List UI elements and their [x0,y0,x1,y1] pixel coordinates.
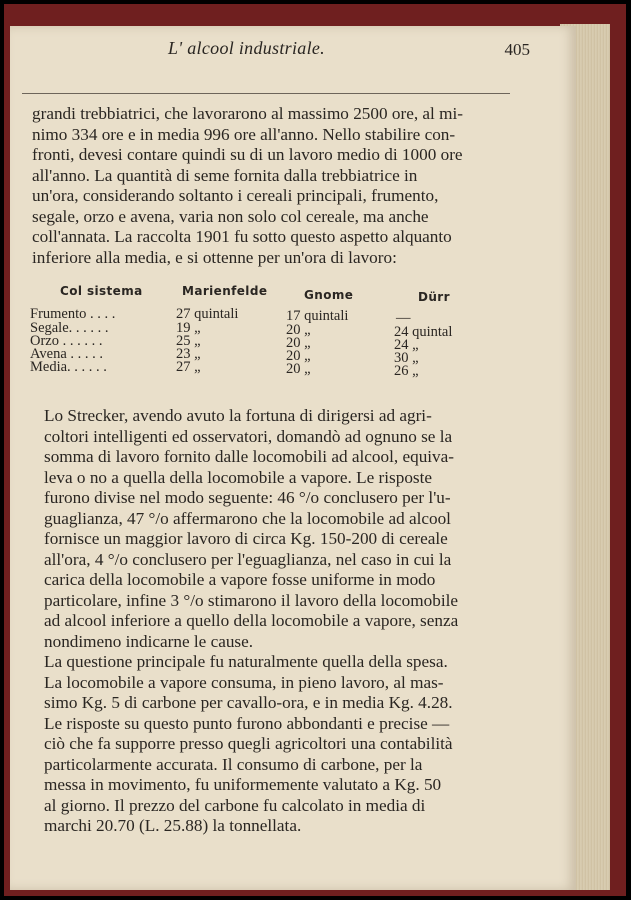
row-label-frumento: Frumento . . . . [30,306,116,322]
cell-gnome: 20 „ [286,322,311,338]
text-line: al giorno. Il prezzo del carbone fu calcolato in media di [44,795,426,815]
cell-durr: — [396,310,411,326]
paragraph-1 [32,104,490,268]
text-line: grandi trebbiatrici, che lavorarono al massimo 2500 ore, al mi- [32,104,463,123]
text-line: all'anno. La quantità di seme fornita dalla trebbiatrice in [32,165,418,185]
cell-marienfelde: 27 „ [176,359,201,375]
paragraph-3 [32,652,488,837]
text-line: simo Kg. 5 di carbone per cavallo-ora, e in media Kg. 4.28. [44,693,453,712]
text-line: inferiore alla media, e si ottenne per un'ora di lavoro: [32,247,397,267]
cell-gnome: 20 „ [286,335,311,351]
cell-durr: 24 „ [394,337,419,353]
cell-gnome: 17 quintali [286,308,349,324]
text-line: nondimeno indicarne le cause. [44,631,254,651]
text-line: ad alcool inferiore a quello della locomobile a vapore, senza [44,611,459,630]
text-line: somma di lavoro fornito dalle locomobili ad alcool, equiva- [44,447,455,466]
text-line: Lo Strecker, avendo avuto la fortuna di dirigersi ad agri- [44,406,432,425]
text-line: particolare, infine 3 °/o stimarono il lavoro della locomobile [44,590,459,610]
text-line: particolarmente accurata. Il consumo di carbone, per la [44,754,423,774]
text-line: ciò che fa supporre presso quegli agricoltori una contabilità [44,734,453,753]
row-label-segale: Segale. . . . . . [30,320,109,336]
page-header [20,38,540,68]
text-line: segale, orzo e avena, varia non solo col cereale, ma anche [32,206,429,226]
cell-gnome: 20 „ [286,348,311,364]
text-line: La questione principale fu naturalmente quella della spesa. [44,652,448,671]
table-header-marienfelde: Marienfelde [182,284,268,298]
cell-marienfelde: 19 „ [176,320,201,336]
text-line: leva o no a quella della locomobile a vapore. Le risposte [44,467,433,487]
cell-durr: 26 „ [394,363,419,379]
text-line: nimo 334 ore e in media 996 ore all'anno. Nello stabilire con- [32,124,456,144]
text-line: guaglianza, 47 °/o affermarono che la locomobile ad alcool [44,508,451,528]
text-line: marchi 20.70 (L. 25.88) la tonnellata. [44,816,302,835]
yield-table [30,280,490,380]
text-line: La locomobile a vapore consuma, in pieno lavoro, al mas- [44,672,444,692]
text-line: carica della locomobile a vapore fosse uniforme in modo [44,570,436,589]
table-header-gnome: Gnome [304,288,354,302]
text-line: coll'annata. La raccolta 1901 fu sotto questo aspetto alquanto [32,227,452,246]
paragraph-2 [32,406,488,652]
header-rule [22,93,510,94]
running-title: L' alcool industriale. [168,38,325,58]
cell-gnome: 20 „ [286,361,311,377]
row-label-media: Media. . . . . . [30,359,107,375]
text-line: all'ora, 4 °/o conclusero per l'eguaglianza, nel caso in cui la [44,549,452,569]
page-number: 405 [504,40,530,59]
table-header-system: Col sistema [60,284,143,298]
text-line: furono divise nel modo seguente: 46 °/o conclusero per l'u- [44,488,451,507]
cell-marienfelde: 27 quintali [176,306,239,322]
cell-marienfelde: 23 „ [176,346,201,362]
text-line: fornisce un maggior lavoro di circa Kg. 150-200 di cereale [44,529,448,548]
text-line: messa in movimento, fu uniformemente valutato a Kg. 50 [44,775,442,794]
text-line: coltori intelligenti ed osservatori, domandò ad ognuno se la [44,426,453,446]
text-line: Le risposte su questo punto furono abbondanti e precise — [44,713,450,733]
text-line: un'ora, considerando soltanto i cereali principali, frumento, [32,186,439,205]
text-line: fronti, devesi contare quindi su di un lavoro medio di 1000 ore [32,145,463,164]
row-label-orzo: Orzo . . . . . . [30,333,103,349]
cell-durr: 24 quintal [394,324,453,340]
row-label-avena: Avena . . . . . [30,346,104,362]
cell-marienfelde: 25 „ [176,333,201,349]
table-header-durr: Dürr [418,290,450,304]
cell-durr: 30 „ [394,350,419,366]
